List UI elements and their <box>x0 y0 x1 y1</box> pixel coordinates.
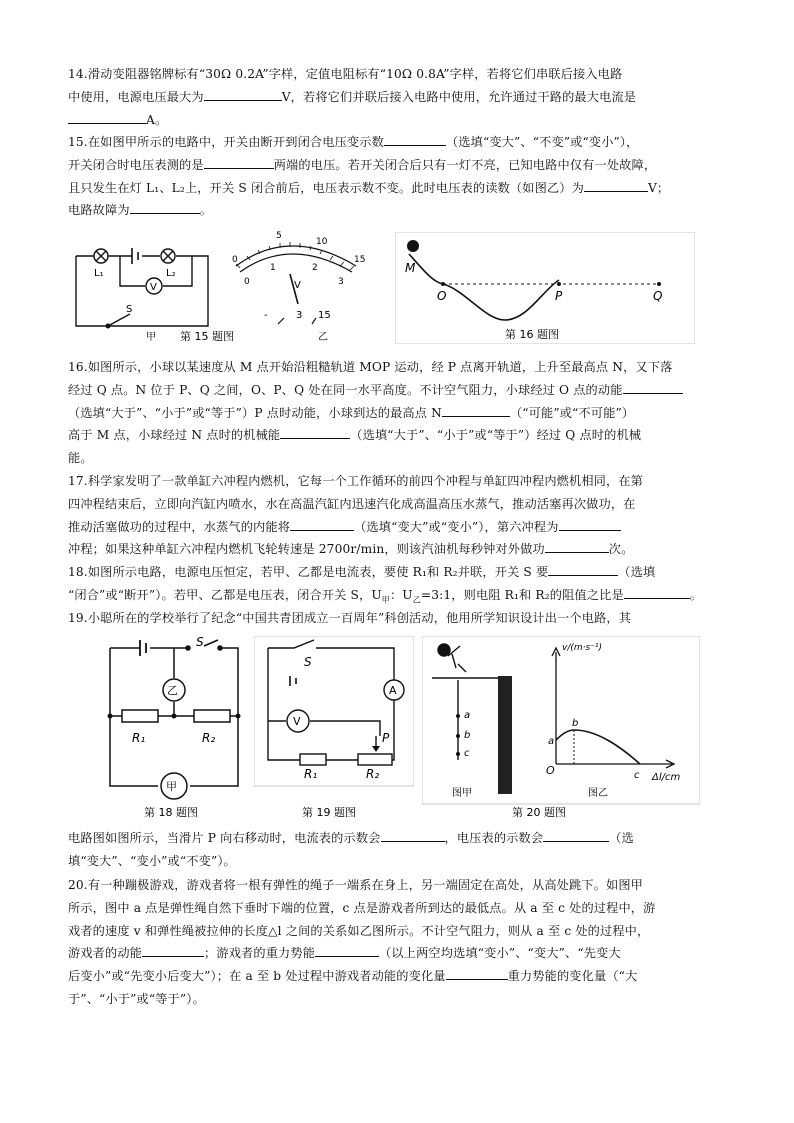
question-17 <box>68 470 728 561</box>
fig16-label-M: M <box>405 261 416 275</box>
fig20-label-jia: 图甲 <box>452 788 472 799</box>
dial-low-3: 3 <box>338 277 344 287</box>
q14-line-2: 中使用，电源电压最大为 V，若将它们并联后接入电路中使用，允许通过干路的最大电流是 <box>68 86 728 109</box>
answer-blank[interactable] <box>446 966 508 980</box>
fig15-label-L1: L₁ <box>94 268 104 279</box>
answer-blank[interactable] <box>130 200 200 214</box>
fig16-label-Q: Q <box>653 289 663 303</box>
q16-line-2: 经过 Q 点。N 位于 P、Q 之间，O、P、Q 处在同一水平高度。不计空气阻力，小球经过 O 点的动能 <box>68 379 728 402</box>
q17-line-1: 17.科学家发明了一款单缸六冲程内燃机，它每一个工作循环的前四个冲程与单缸四冲程内燃机相同，在第 <box>68 474 644 488</box>
graph-xlabel: Δl/cm <box>652 772 681 783</box>
q18-line-1: 18.如图所示电路，电源电压恒定，若甲、乙都是电流表，要使 R₁和 R₂并联，开关 S 要 （选填 <box>68 561 728 584</box>
answer-blank[interactable] <box>142 943 204 957</box>
answer-blank[interactable] <box>559 517 621 531</box>
fig19-caption: 第 19 题图 <box>302 806 356 819</box>
q17-line-2: 四冲程结束后，立即向汽缸内喷水，水在高温汽缸内迅速汽化成高温高压水蒸气，推动活塞再次做功，在 <box>68 496 636 511</box>
q19-line-3: 填“变大”、“变小”或“不变”）。 <box>68 853 236 868</box>
fig18-label-yi: 乙 <box>167 684 178 697</box>
question-19-start <box>68 607 728 630</box>
q15-line-3: 且只发生在灯 L₁、L₂上，开关 S 闭合前后，电压表示数不变。此时电压表的读数（如图乙）为 V； <box>68 177 728 200</box>
q16-line-5: 能。 <box>68 451 93 466</box>
answer-blank[interactable] <box>545 539 609 553</box>
answer-blank[interactable] <box>290 517 354 531</box>
dial-unit-V: V <box>294 280 301 291</box>
dial-low-2: 2 <box>312 263 318 273</box>
question-14 <box>68 63 728 131</box>
fig15-label-yi: 乙 <box>318 332 328 343</box>
v-dl-graph <box>552 648 674 768</box>
dial-top-10: 10 <box>316 237 328 247</box>
fig18-label-S: S <box>196 636 204 649</box>
dial-top-5: 5 <box>276 231 282 241</box>
ball <box>407 240 419 252</box>
bungee-jumper <box>432 644 508 760</box>
figure-15 <box>68 226 388 344</box>
answer-blank[interactable] <box>543 828 609 842</box>
terminal-minus: - <box>264 310 268 321</box>
fig20-point-a: a <box>464 710 471 721</box>
terminal-15: 15 <box>318 310 331 321</box>
q14-line-3: A。 <box>68 109 728 132</box>
answer-blank[interactable] <box>623 380 683 394</box>
q20-line-3: 戏者的速度 v 和弹性绳被拉伸的长度△l 之间的关系如乙图所示。不计空气阻力，则从 a 至 c 处的过程中， <box>68 923 650 938</box>
fig19-label-V: V <box>293 715 301 728</box>
q15-line-2: 开关闭合时电压表测的是 两端的电压。若开关闭合后只有一灯不亮，已知电路中仅有一处故障， <box>68 154 728 177</box>
answer-blank[interactable] <box>280 425 350 439</box>
answer-blank[interactable] <box>384 132 446 146</box>
q15-line-4: 电路故障为 。 <box>68 199 728 222</box>
dial-low-0: 0 <box>244 277 250 287</box>
fig20-point-b: b <box>464 730 471 741</box>
q19-line-2: 电路图如图所示，当滑片 P 向右移动时，电流表的示数会 ，电压表的示数会 （选 <box>68 827 728 850</box>
figure-19 <box>254 636 414 822</box>
answer-blank[interactable] <box>204 87 282 101</box>
graph-point-c: c <box>634 770 640 781</box>
fig20-caption: 第 20 题图 <box>512 806 566 819</box>
q17-line-3: 推动活塞做功的过程中，水蒸气的内能将 （选填“变大”或“变小”），第六冲程为 <box>68 516 728 539</box>
graph-point-b: b <box>572 718 579 729</box>
q20-line-5: 后变小”或“先变小后变大”）；在 a 至 b 处过程中游戏者动能的变化量 重力势能的变化量（“大 <box>68 965 728 988</box>
cliff-wall <box>498 676 512 794</box>
fig15-caption: 第 15 题图 <box>180 330 234 343</box>
answer-blank[interactable] <box>442 403 510 417</box>
track-curve <box>409 254 559 320</box>
q20-line-6: 于”、“小于”或“等于”）。 <box>68 991 205 1006</box>
fig18-label-R2: R₂ <box>202 731 216 745</box>
graph-point-a: a <box>548 736 555 747</box>
q14-line-1: 14.滑动变阻器铭牌标有“30Ω 0.2A”字样，定值电阻标有“10Ω 0.8A”字样，若将它们串联后接入电路 <box>68 67 623 81</box>
fig15-label-S: S <box>126 304 133 315</box>
fig19-label-A: A <box>389 684 397 697</box>
answer-blank[interactable] <box>381 828 445 842</box>
fig16-label-P: P <box>555 289 563 303</box>
question-16 <box>68 356 728 470</box>
q15-line-1: 15.在如图甲所示的电路中，开关由断开到闭合电压变示数 （选填“变大”、“不变”或“变小”）， <box>68 131 728 154</box>
fig15-label-jia: 甲 <box>146 332 156 343</box>
fig15-label-V: V <box>150 282 157 293</box>
dial-top-0: 0 <box>232 255 238 265</box>
answer-blank[interactable] <box>204 155 274 169</box>
figure-20 <box>422 636 700 822</box>
q20-line-1: 20.有一种蹦极游戏，游戏者将一根有弹性的绳子一端系在身上，另一端固定在高处，从高处跳下。如图甲 <box>68 878 644 892</box>
fig15-circuit <box>76 248 208 328</box>
figure-18 <box>100 636 248 822</box>
q18-line-2: “闭合”或“断开”）。若甲、乙都是电压表，闭合开关 S，$U_甲$：$U_乙=3:1$，则电阻 R₁和 R₂的阻值之比是 。 <box>68 584 728 612</box>
graph-ylabel: v/(m·s⁻¹) <box>562 643 603 653</box>
dial-low-1: 1 <box>270 263 276 273</box>
answer-blank[interactable] <box>624 585 690 599</box>
question-20 <box>68 874 728 1011</box>
figure-16 <box>395 232 695 344</box>
q17-line-4: 冲程；如果这种单缸六冲程内燃机飞轮转速是 2700r/min，则该汽油机每秒钟对外做功 次。 <box>68 538 728 561</box>
q16-line-4: 高于 M 点，小球经过 N 点时的机械能 （选填“大于”、“小于”或“等于”）经过 Q 点时的机械 <box>68 424 728 447</box>
q16-line-3: （选填“大于”、“小于”或“等于”）P 点时动能，小球到达的最高点 N （“可能”或“不可能”） <box>68 402 728 425</box>
fig20-label-yi: 图乙 <box>588 788 608 799</box>
question-15 <box>68 131 728 222</box>
fig16-caption: 第 16 题图 <box>505 328 559 341</box>
q19-line-1: 19.小聪所在的学校举行了纪念“中国共青团成立一百周年”科创活动，他用所学知识设计出一个电路，其 <box>68 611 632 625</box>
fig19-label-R1: R₁ <box>304 767 318 781</box>
answer-blank[interactable] <box>68 110 146 124</box>
question-18 <box>68 561 728 612</box>
graph-origin: O <box>546 764 555 777</box>
fig18-label-R1: R₁ <box>132 731 146 745</box>
answer-blank[interactable] <box>315 943 379 957</box>
fig16-label-O: O <box>437 289 447 303</box>
fig19-label-S: S <box>304 655 312 669</box>
answer-blank[interactable] <box>584 178 648 192</box>
q16-line-1: 16.如图所示，小球以某速度从 M 点开始沿粗糙轨道 MOP 运动，经 P 点离开轨道，上升至最高点 N，又下落 <box>68 360 673 374</box>
fig20-point-c: c <box>464 748 470 759</box>
fig18-caption: 第 18 题图 <box>144 806 198 819</box>
question-19-end <box>68 827 728 873</box>
fig19-label-R2: R₂ <box>366 767 380 781</box>
fig18-label-jia: 甲 <box>166 780 177 793</box>
q20-line-4: 游戏者的动能 ；游戏者的重力势能 （以上两空均选填“变小”、“变大”、“先变大 <box>68 942 728 965</box>
terminal-3: 3 <box>296 310 303 321</box>
answer-blank[interactable] <box>548 562 618 576</box>
dial-top-15: 15 <box>354 255 366 265</box>
q20-line-2: 所示，图中 a 点是弹性绳自然下垂时下端的位置，c 点是游戏者所到达的最低点。从 a 至 c 处的过程中，游 <box>68 900 656 915</box>
fig19-label-P: P <box>382 731 390 745</box>
fig15-label-L2: L₂ <box>166 268 176 279</box>
